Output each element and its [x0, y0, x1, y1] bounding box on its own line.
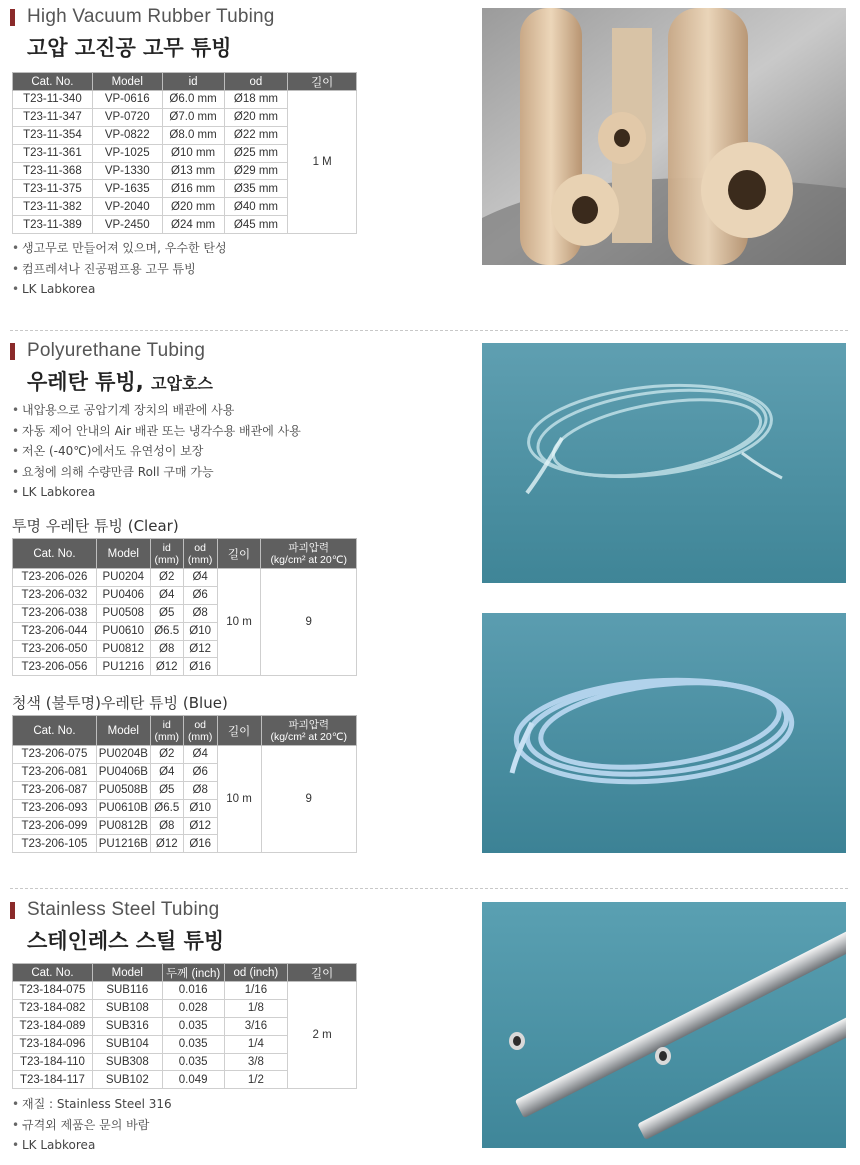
cell-cat-no: T23-11-382 — [13, 198, 93, 216]
cell-model: VP-1330 — [92, 162, 162, 180]
clear-spec-table — [12, 538, 357, 676]
cell-od: Ø8 — [183, 604, 217, 622]
stainless-tubing-photo — [482, 902, 846, 1148]
cell-model: SUB308 — [92, 1053, 162, 1071]
col-length: 길이 — [288, 964, 357, 982]
cell-burst-pressure: 9 — [261, 569, 357, 676]
cell-od: Ø10 — [183, 799, 217, 817]
cell-od: Ø8 — [183, 781, 217, 799]
cell-id: 0.035 — [162, 1053, 224, 1071]
cell-id: Ø6.5 — [150, 799, 183, 817]
steel-feature-list — [12, 1094, 172, 1156]
cell-id: Ø2 — [150, 746, 183, 764]
cell-model: VP-0822 — [92, 126, 162, 144]
cell-cat-no: T23-206-044 — [13, 622, 97, 640]
clear-tubing-photo — [482, 343, 846, 583]
list-item: • LK Labkorea — [12, 1135, 172, 1156]
table-row — [13, 982, 357, 1000]
clear-subtitle: 투명 우레탄 튜빙 (Clear) — [12, 517, 179, 535]
cell-model: VP-0720 — [92, 108, 162, 126]
cell-id: 0.035 — [162, 1035, 224, 1053]
col-model: Model — [96, 716, 150, 746]
cell-id: Ø10 mm — [162, 144, 224, 162]
cell-cat-no: T23-206-099 — [13, 817, 97, 835]
cell-model: PU0508B — [96, 781, 150, 799]
cell-id: Ø8 — [150, 817, 183, 835]
cell-od: Ø12 — [183, 817, 217, 835]
cell-model: PU0610B — [96, 799, 150, 817]
col-cat-no: Cat. No. — [13, 73, 93, 91]
cell-id: Ø24 mm — [162, 216, 224, 234]
cell-id: Ø5 — [150, 781, 183, 799]
cell-id: Ø6.0 mm — [162, 91, 224, 109]
cell-od: Ø35 mm — [224, 180, 288, 198]
cell-model: PU0204 — [96, 569, 150, 587]
col-id: id (mm) — [150, 539, 183, 569]
section-title-en: High Vacuum Rubber Tubing — [10, 6, 275, 28]
cell-cat-no: T23-206-038 — [13, 604, 97, 622]
cell-od: 1/8 — [224, 999, 288, 1017]
cell-model: VP-2040 — [92, 198, 162, 216]
cell-id: 0.028 — [162, 999, 224, 1017]
accent-bar — [10, 343, 15, 360]
cell-cat-no: T23-11-347 — [13, 108, 93, 126]
table-row — [13, 569, 357, 587]
cell-id: Ø5 — [150, 604, 183, 622]
cell-cat-no: T23-11-340 — [13, 91, 93, 109]
list-item: • LK Labkorea — [12, 482, 301, 503]
cell-cat-no: T23-184-075 — [13, 982, 93, 1000]
cell-id: 0.035 — [162, 1017, 224, 1035]
section-title-ko: 스테인레스 스틸 튜빙 — [27, 929, 225, 953]
cell-model: SUB316 — [92, 1017, 162, 1035]
cell-model: SUB116 — [92, 982, 162, 1000]
cell-cat-no: T23-206-105 — [13, 835, 97, 853]
cell-od: Ø6 — [183, 586, 217, 604]
cell-od: Ø18 mm — [224, 91, 288, 109]
cell-id: Ø6.5 — [150, 622, 183, 640]
cell-od: 3/16 — [224, 1017, 288, 1035]
cell-model: VP-0616 — [92, 91, 162, 109]
table-header-row — [13, 539, 357, 569]
cell-od: 1/2 — [224, 1071, 288, 1089]
table-header-row — [13, 73, 357, 91]
section-title-en: Polyurethane Tubing — [10, 340, 205, 362]
list-item: • 저온 (-40℃)에서도 유연성이 보장 — [12, 441, 301, 462]
cell-cat-no: T23-206-075 — [13, 746, 97, 764]
cell-cat-no: T23-11-375 — [13, 180, 93, 198]
cell-model: PU0406 — [96, 586, 150, 604]
cell-model: PU0812B — [96, 817, 150, 835]
col-burst-pressure: 파괴압력 (kg/cm² at 20℃) — [261, 539, 357, 569]
table-row — [13, 91, 357, 109]
col-id: id (mm) — [150, 716, 183, 746]
cell-od: Ø4 — [183, 569, 217, 587]
list-item: • 자동 제어 안내의 Air 배관 또는 냉각수용 배관에 사용 — [12, 421, 301, 442]
col-model: Model — [96, 539, 150, 569]
cell-cat-no: T23-184-110 — [13, 1053, 93, 1071]
cell-od: Ø12 — [183, 640, 217, 658]
cell-cat-no: T23-206-050 — [13, 640, 97, 658]
cell-length: 1 M — [288, 91, 357, 234]
cell-od: Ø20 mm — [224, 108, 288, 126]
section-divider — [10, 888, 848, 889]
cell-cat-no: T23-184-082 — [13, 999, 93, 1017]
list-item: • 규격외 제품은 문의 바람 — [12, 1115, 172, 1136]
accent-bar — [10, 902, 15, 919]
cell-length: 10 m — [217, 746, 261, 853]
vacuum-spec-table — [12, 72, 357, 234]
cell-od: 1/16 — [224, 982, 288, 1000]
cell-od: Ø6 — [183, 763, 217, 781]
cell-id: Ø8 — [150, 640, 183, 658]
cell-model: PU0406B — [96, 763, 150, 781]
cell-model: PU0812 — [96, 640, 150, 658]
cell-cat-no: T23-184-089 — [13, 1017, 93, 1035]
cell-model: VP-1025 — [92, 144, 162, 162]
cell-od: Ø16 — [183, 835, 217, 853]
table-row — [13, 746, 357, 764]
table-header-row — [13, 964, 357, 982]
cell-length: 10 m — [217, 569, 261, 676]
cell-length: 2 m — [288, 982, 357, 1089]
cell-cat-no: T23-11-389 — [13, 216, 93, 234]
cell-id: Ø12 — [150, 835, 183, 853]
list-item: • 컴프레셔나 진공펌프용 고무 튜빙 — [12, 259, 227, 280]
list-item: • 재질 : Stainless Steel 316 — [12, 1094, 172, 1115]
cell-model: PU1216B — [96, 835, 150, 853]
cell-id: Ø13 mm — [162, 162, 224, 180]
list-item: • 요청에 의해 수량만큼 Roll 구매 가능 — [12, 462, 301, 483]
cell-model: PU0204B — [96, 746, 150, 764]
cell-od: Ø10 — [183, 622, 217, 640]
cell-model: PU0610 — [96, 622, 150, 640]
list-item: • LK Labkorea — [12, 279, 227, 300]
section-divider — [10, 330, 848, 331]
cell-cat-no: T23-11-361 — [13, 144, 93, 162]
blue-subtitle: 청색 (불투명)우레탄 튜빙 (Blue) — [12, 694, 228, 712]
cell-id: 0.016 — [162, 982, 224, 1000]
list-item: • 내압용으로 공압기계 장치의 배관에 사용 — [12, 400, 301, 421]
cell-od: 3/8 — [224, 1053, 288, 1071]
list-item: • 생고무로 만들어져 있으며, 우수한 탄성 — [12, 238, 227, 259]
cell-id: Ø2 — [150, 569, 183, 587]
cell-model: VP-2450 — [92, 216, 162, 234]
pu-feature-list — [12, 400, 301, 503]
steel-spec-table — [12, 963, 357, 1089]
cell-id: Ø12 — [150, 658, 183, 676]
col-length: 길이 — [217, 716, 261, 746]
cell-model: VP-1635 — [92, 180, 162, 198]
cell-cat-no: T23-206-026 — [13, 569, 97, 587]
cell-id: Ø16 mm — [162, 180, 224, 198]
cell-cat-no: T23-184-117 — [13, 1071, 93, 1089]
cell-burst-pressure: 9 — [261, 746, 357, 853]
cell-model: PU1216 — [96, 658, 150, 676]
rubber-tubing-photo — [482, 8, 846, 265]
cell-model: PU0508 — [96, 604, 150, 622]
blue-spec-table — [12, 715, 357, 853]
cell-od: Ø16 — [183, 658, 217, 676]
section-title-ko: 우레탄 튜빙, 고압호스 — [27, 370, 213, 394]
col-od: od (mm) — [183, 539, 217, 569]
col-od: od — [224, 73, 288, 91]
col-cat-no: Cat. No. — [13, 539, 97, 569]
blue-tubing-photo — [482, 613, 846, 853]
col-cat-no: Cat. No. — [13, 964, 93, 982]
col-length: 길이 — [288, 73, 357, 91]
col-cat-no: Cat. No. — [13, 716, 97, 746]
accent-bar — [10, 9, 15, 26]
cell-model: SUB104 — [92, 1035, 162, 1053]
section-title-ko: 고압 고진공 고무 튜빙 — [27, 36, 232, 60]
cell-od: Ø4 — [183, 746, 217, 764]
cell-id: Ø4 — [150, 763, 183, 781]
cell-cat-no: T23-206-056 — [13, 658, 97, 676]
col-od: od (inch) — [224, 964, 288, 982]
cell-id: Ø7.0 mm — [162, 108, 224, 126]
cell-od: Ø45 mm — [224, 216, 288, 234]
cell-model: SUB108 — [92, 999, 162, 1017]
cell-cat-no: T23-206-087 — [13, 781, 97, 799]
col-model: Model — [92, 964, 162, 982]
cell-id: Ø20 mm — [162, 198, 224, 216]
cell-cat-no: T23-184-096 — [13, 1035, 93, 1053]
cell-od: Ø25 mm — [224, 144, 288, 162]
cell-od: Ø22 mm — [224, 126, 288, 144]
section-title-en: Stainless Steel Tubing — [10, 899, 219, 921]
cell-cat-no: T23-11-354 — [13, 126, 93, 144]
cell-cat-no: T23-206-032 — [13, 586, 97, 604]
cell-model: SUB102 — [92, 1071, 162, 1089]
cell-od: Ø40 mm — [224, 198, 288, 216]
cell-cat-no: T23-206-081 — [13, 763, 97, 781]
cell-od: Ø29 mm — [224, 162, 288, 180]
col-id: id — [162, 73, 224, 91]
col-model: Model — [92, 73, 162, 91]
cell-id: Ø4 — [150, 586, 183, 604]
col-thickness: 두께 (inch) — [162, 964, 224, 982]
col-length: 길이 — [217, 539, 261, 569]
col-burst-pressure: 파괴압력 (kg/cm² at 20℃) — [261, 716, 357, 746]
col-od: od (mm) — [183, 716, 217, 746]
cell-od: 1/4 — [224, 1035, 288, 1053]
table-header-row — [13, 716, 357, 746]
cell-cat-no: T23-11-368 — [13, 162, 93, 180]
cell-cat-no: T23-206-093 — [13, 799, 97, 817]
cell-id: 0.049 — [162, 1071, 224, 1089]
vacuum-feature-list — [12, 238, 227, 300]
cell-id: Ø8.0 mm — [162, 126, 224, 144]
